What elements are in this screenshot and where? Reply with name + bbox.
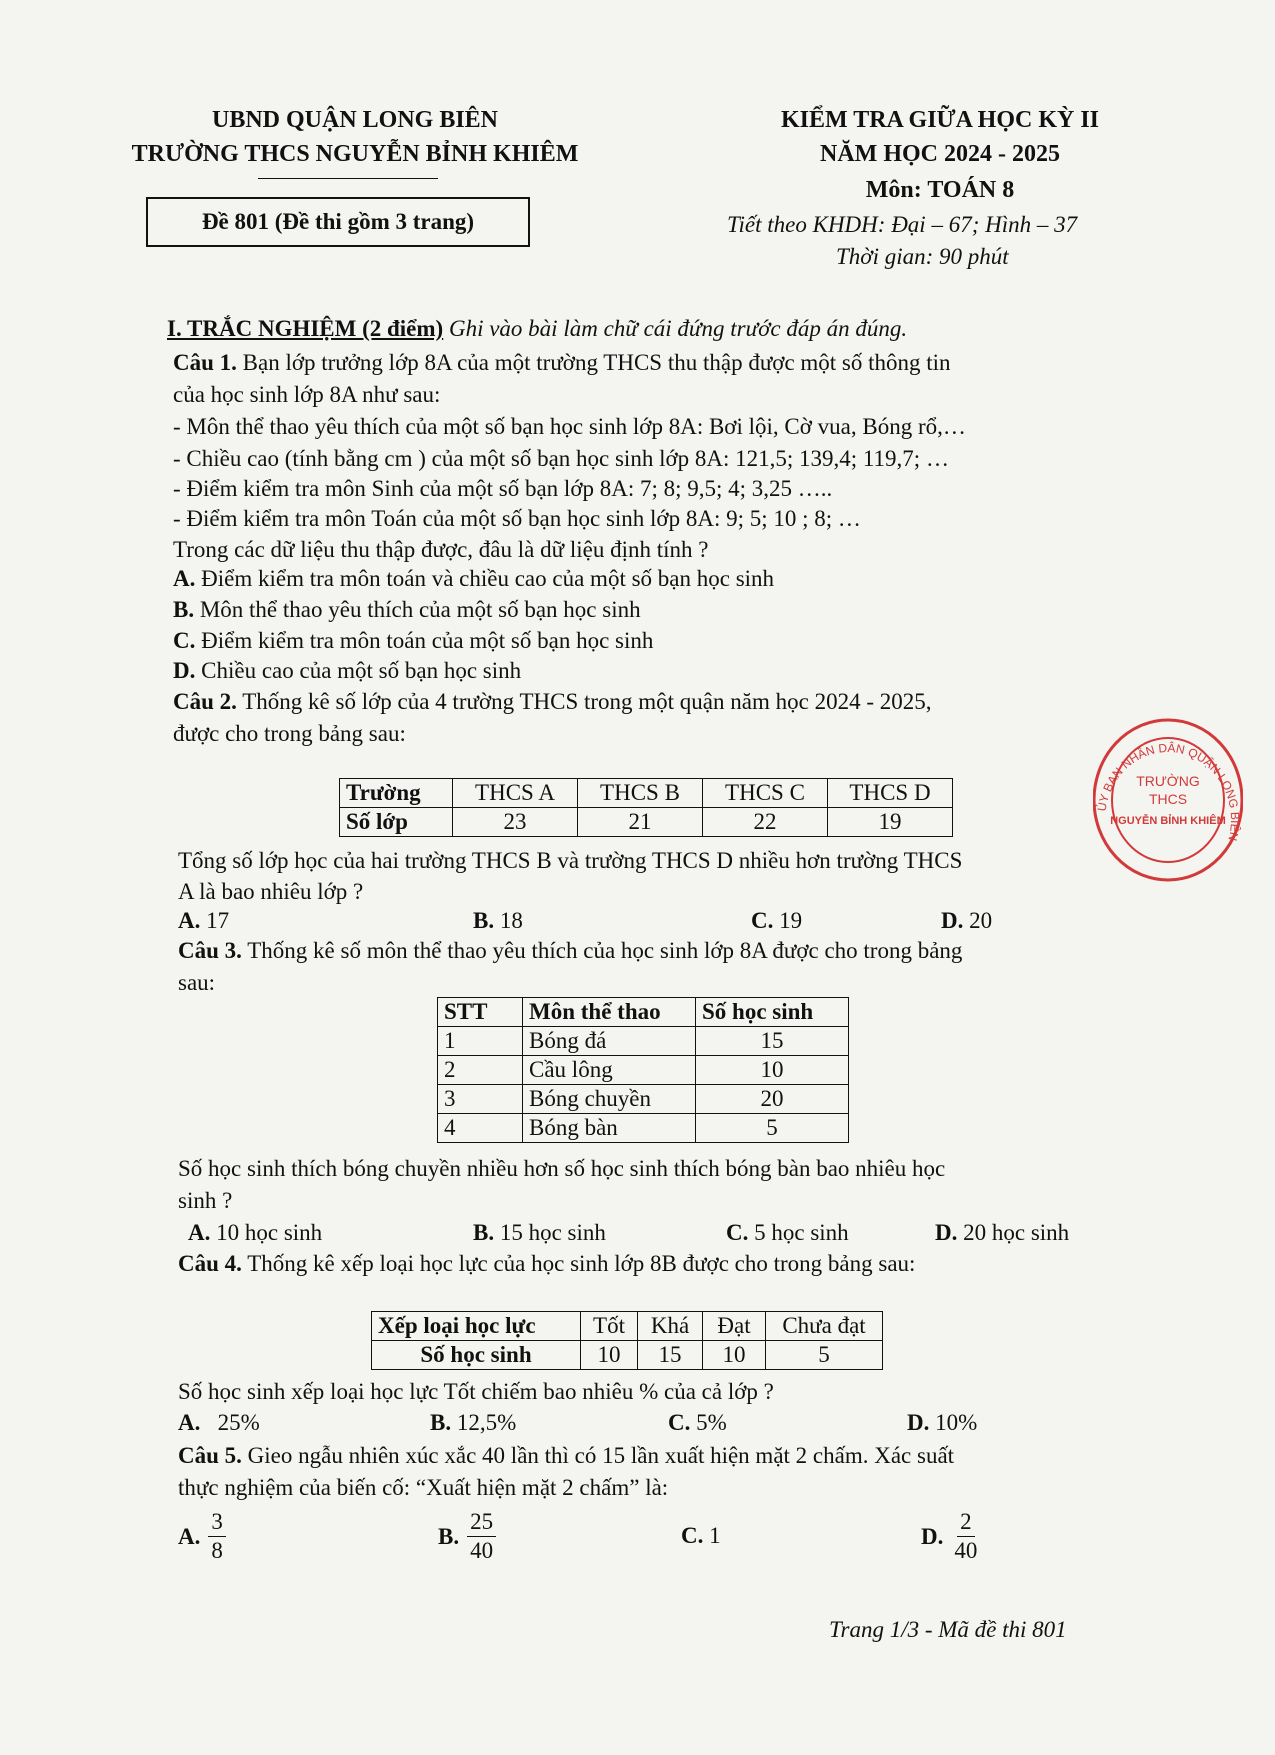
q5-option-a-label: A.: [178, 1523, 201, 1549]
q4-table: [371, 1311, 883, 1370]
exam-title: KIỂM TRA GIỮA HỌC KỲ II: [780, 107, 1100, 133]
table-cell: 10: [703, 1341, 766, 1370]
table-cell: Bóng chuyền: [523, 1085, 696, 1114]
q3-option-c: [726, 1218, 849, 1248]
q4-text-line1: [178, 1249, 915, 1279]
school-stamp: [1093, 708, 1243, 888]
table-row: [438, 1114, 849, 1143]
subject: Môn: TOÁN 8: [865, 177, 1015, 203]
table-cell: THCS B: [578, 779, 703, 808]
q1-text-line2: của học sinh lớp 8A như sau:: [173, 382, 441, 407]
q3-option-a-label: A.: [188, 1220, 211, 1245]
table-head-cell: Xếp loại học lực: [372, 1312, 581, 1341]
q3-question-line2: sinh ?: [178, 1188, 233, 1213]
q1-option-a: [173, 564, 774, 594]
table-cell: 10: [581, 1341, 638, 1370]
q2-option-b-label: B.: [473, 908, 495, 933]
table-head-cell: Số học sinh: [372, 1341, 581, 1370]
q5-option-d-label: D.: [921, 1523, 944, 1549]
table-cell: 22: [703, 808, 828, 837]
table-cell: 5: [696, 1114, 849, 1143]
section-instruction: Ghi vào bài làm chữ cái đứng trước đáp án đúng.: [448, 316, 908, 341]
q2-option-b-text: 18: [499, 908, 523, 933]
q3-option-d: [935, 1218, 1069, 1248]
exam-code-text: Đề 801 (Đề thi gồm 3 trang): [201, 209, 475, 234]
q4-option-c-label: C.: [668, 1410, 691, 1435]
table-cell: Tốt: [581, 1312, 638, 1341]
q4-option-c: [668, 1408, 727, 1438]
section-title: I. TRẮC NGHIỆM (2 điểm): [167, 316, 444, 341]
q1-option-a-label: A.: [173, 566, 196, 591]
district-name: UBND QUẬN LONG BIÊN: [211, 107, 499, 133]
school-year: NĂM HỌC 2024 - 2025: [820, 141, 1060, 167]
q2-question-line2: A là bao nhiêu lớp ?: [178, 879, 364, 904]
q4-label: Câu 4.: [178, 1251, 242, 1276]
q5-text-line1: [178, 1441, 954, 1471]
table-cell: 4: [438, 1114, 523, 1143]
q3-label: Câu 3.: [178, 938, 242, 963]
table-row: [438, 1085, 849, 1114]
table-cell: Khá: [638, 1312, 703, 1341]
q1-option-d: [173, 656, 521, 686]
q1-option-b-label: B.: [173, 597, 195, 622]
table-row: [340, 779, 953, 808]
table-row: [340, 808, 953, 837]
q1-option-b: [173, 595, 641, 625]
q2-option-d: [941, 906, 992, 936]
table-cell: 1: [438, 1027, 523, 1056]
q5-option-c-text: 1: [709, 1523, 721, 1548]
q3-option-b-text: 15 học sinh: [499, 1220, 606, 1245]
q4-option-a-label: A.: [178, 1410, 201, 1435]
q2-option-d-text: 20: [969, 908, 993, 933]
table-cell: Bóng bàn: [523, 1114, 696, 1143]
q1-option-c-label: C.: [173, 628, 196, 653]
table-cell: Đạt: [703, 1312, 766, 1341]
q5-option-d-fraction: [951, 1508, 980, 1565]
q2-option-b: [473, 906, 523, 936]
q5-label: Câu 5.: [178, 1443, 242, 1468]
q1-option-d-text: Chiều cao của một số bạn học sinh: [201, 658, 522, 683]
q2-option-a: [178, 906, 229, 936]
q2-question-line1: Tổng số lớp học của hai trường THCS B và trường THCS D nhiều hơn trường THCS: [178, 848, 963, 873]
q1-text-line1: [173, 348, 951, 378]
q3-table: [437, 997, 849, 1143]
q1-option-d-label: D.: [173, 658, 196, 683]
table-cell: Cầu lông: [523, 1056, 696, 1085]
table-cell: 15: [696, 1027, 849, 1056]
q3-option-b-label: B.: [473, 1220, 495, 1245]
fraction-numerator: 3: [208, 1508, 226, 1537]
q5-option-a: [178, 1508, 226, 1565]
fraction-numerator: 25: [467, 1508, 496, 1537]
table-row: [438, 1027, 849, 1056]
q4-option-c-text: 5%: [696, 1410, 727, 1435]
q4-option-a-text: 25%: [217, 1410, 260, 1435]
school-name: TRƯỜNG THCS NGUYỄN BỈNH KHIÊM: [131, 141, 579, 167]
q3-option-b: [473, 1218, 606, 1248]
q5-option-d: [921, 1508, 980, 1565]
q1-item3: - Điểm kiểm tra môn Sinh của một số bạn lớp 8A: 7; 8; 9,5; 4; 3,25 …..: [173, 476, 833, 501]
table-cell: 3: [438, 1085, 523, 1114]
q5-option-b-label: B.: [438, 1523, 460, 1549]
q3-text-line2: sau:: [178, 970, 216, 995]
q4-option-a: [178, 1408, 260, 1438]
table-row: [372, 1312, 883, 1341]
school-name-underline: [258, 178, 438, 179]
q4-option-b-text: 12,5%: [456, 1410, 517, 1435]
q3-option-a-text: 10 học sinh: [216, 1220, 323, 1245]
q2-table: [339, 778, 953, 837]
q5-option-b: [438, 1508, 496, 1565]
q3-option-a: [188, 1218, 322, 1248]
q5-option-c-label: C.: [681, 1523, 704, 1548]
q2-text-line1: [173, 687, 932, 717]
q2-text-line2: được cho trong bảng sau:: [173, 721, 406, 746]
fraction-numerator: 2: [957, 1508, 975, 1537]
section-heading: [167, 314, 907, 344]
exam-code-box: [146, 197, 530, 247]
q1-option-c-text: Điểm kiểm tra môn toán của một số bạn học sinh: [201, 628, 654, 653]
table-cell: 15: [638, 1341, 703, 1370]
table-cell: 20: [696, 1085, 849, 1114]
q2-option-a-label: A.: [178, 908, 201, 933]
q2-option-d-label: D.: [941, 908, 964, 933]
q3-option-d-text: 20 học sinh: [963, 1220, 1070, 1245]
q4-question: Số học sinh xếp loại học lực Tốt chiếm bao nhiêu % của cả lớp ?: [178, 1379, 774, 1404]
table-head-cell: Số lớp: [340, 808, 453, 837]
q2-label: Câu 2.: [173, 689, 237, 714]
fraction-denominator: 8: [211, 1538, 223, 1563]
table-head-cell: Số học sinh: [696, 998, 849, 1027]
fraction-denominator: 40: [954, 1538, 978, 1563]
q5-option-b-fraction: [467, 1508, 496, 1565]
stamp-ring-text: ỦY BAN NHÂN DÂN QUẬN LONG BIÊN: [1094, 740, 1243, 843]
q3-text1: Thống kê số môn thể thao yêu thích của học sinh lớp 8A được cho trong bảng: [247, 938, 963, 963]
q5-option-a-fraction: [208, 1508, 226, 1565]
table-head-cell: Môn thể thao: [523, 998, 696, 1027]
q5-text1: Gieo ngẫu nhiên xúc xắc 40 lần thì có 15 lần xuất hiện mặt 2 chấm. Xác suất: [247, 1443, 955, 1468]
stamp-line2: THCS: [1148, 791, 1188, 807]
q4-option-b-label: B.: [430, 1410, 452, 1435]
table-row: [372, 1341, 883, 1370]
q2-text1: Thống kê số lớp của 4 trường THCS trong một quận năm học 2024 - 2025,: [242, 689, 932, 714]
table-cell: 19: [828, 808, 953, 837]
q5-option-c: [681, 1523, 721, 1549]
q1-item2: - Chiều cao (tính bằng cm ) của một số bạn học sinh lớp 8A: 121,5; 139,4; 119,7; …: [173, 446, 949, 471]
table-cell: 10: [696, 1056, 849, 1085]
lesson-plan: Tiết theo KHDH: Đại – 67; Hình – 37: [727, 212, 1078, 237]
q4-option-d: [907, 1408, 977, 1438]
q3-option-c-text: 5 học sinh: [754, 1220, 849, 1245]
table-cell: THCS D: [828, 779, 953, 808]
q2-option-c: [751, 906, 802, 936]
q1-item1: - Môn thể thao yêu thích của một số bạn học sinh lớp 8A: Bơi lội, Cờ vua, Bóng rổ,…: [173, 414, 966, 439]
q1-option-c: [173, 626, 653, 656]
q1-item4: - Điểm kiểm tra môn Toán của một số bạn học sinh lớp 8A: 9; 5; 10 ; 8; …: [173, 506, 861, 531]
table-head-cell: Trường: [340, 779, 453, 808]
table-cell: THCS C: [703, 779, 828, 808]
exam-duration: Thời gian: 90 phút: [836, 244, 1009, 269]
table-cell: 23: [453, 808, 578, 837]
q3-text-line1: [178, 936, 962, 966]
q4-option-d-text: 10%: [935, 1410, 978, 1435]
page-footer: Trang 1/3 - Mã đề thi 801: [829, 1617, 1067, 1642]
q3-option-d-label: D.: [935, 1220, 958, 1245]
q2-option-c-label: C.: [751, 908, 774, 933]
q1-option-a-text: Điểm kiểm tra môn toán và chiều cao của một số bạn học sinh: [201, 566, 775, 591]
table-cell: 2: [438, 1056, 523, 1085]
table-cell: 21: [578, 808, 703, 837]
q1-option-b-text: Môn thể thao yêu thích của một số bạn học sinh: [199, 597, 641, 622]
table-row: [438, 1056, 849, 1085]
q5-text-line2: thực nghiệm của biến cố: “Xuất hiện mặt 2 chấm” là:: [178, 1475, 669, 1500]
q3-option-c-label: C.: [726, 1220, 749, 1245]
q4-text1: Thống kê xếp loại học lực của học sinh lớp 8B được cho trong bảng sau:: [247, 1251, 916, 1276]
q2-option-c-text: 19: [779, 908, 803, 933]
table-cell: THCS A: [453, 779, 578, 808]
table-cell: Chưa đạt: [766, 1312, 883, 1341]
table-head-cell: STT: [438, 998, 523, 1027]
q3-question-line1: Số học sinh thích bóng chuyền nhiều hơn số học sinh thích bóng bàn bao nhiêu học: [178, 1156, 946, 1181]
table-cell: 5: [766, 1341, 883, 1370]
fraction-denominator: 40: [470, 1538, 494, 1563]
q4-option-d-label: D.: [907, 1410, 930, 1435]
q2-option-a-text: 17: [206, 908, 230, 933]
q1-text1: Bạn lớp trưởng lớp 8A của một trường THCS thu thập được một số thông tin: [242, 350, 951, 375]
q1-question: Trong các dữ liệu thu thập được, đâu là dữ liệu định tính ?: [173, 537, 709, 562]
table-cell: Bóng đá: [523, 1027, 696, 1056]
q1-label: Câu 1.: [173, 350, 237, 375]
table-row: [438, 998, 849, 1027]
q4-option-b: [430, 1408, 516, 1438]
stamp-line1: TRƯỜNG: [1136, 773, 1200, 789]
stamp-line3: NGUYỄN BỈNH KHIÊM: [1110, 815, 1226, 827]
